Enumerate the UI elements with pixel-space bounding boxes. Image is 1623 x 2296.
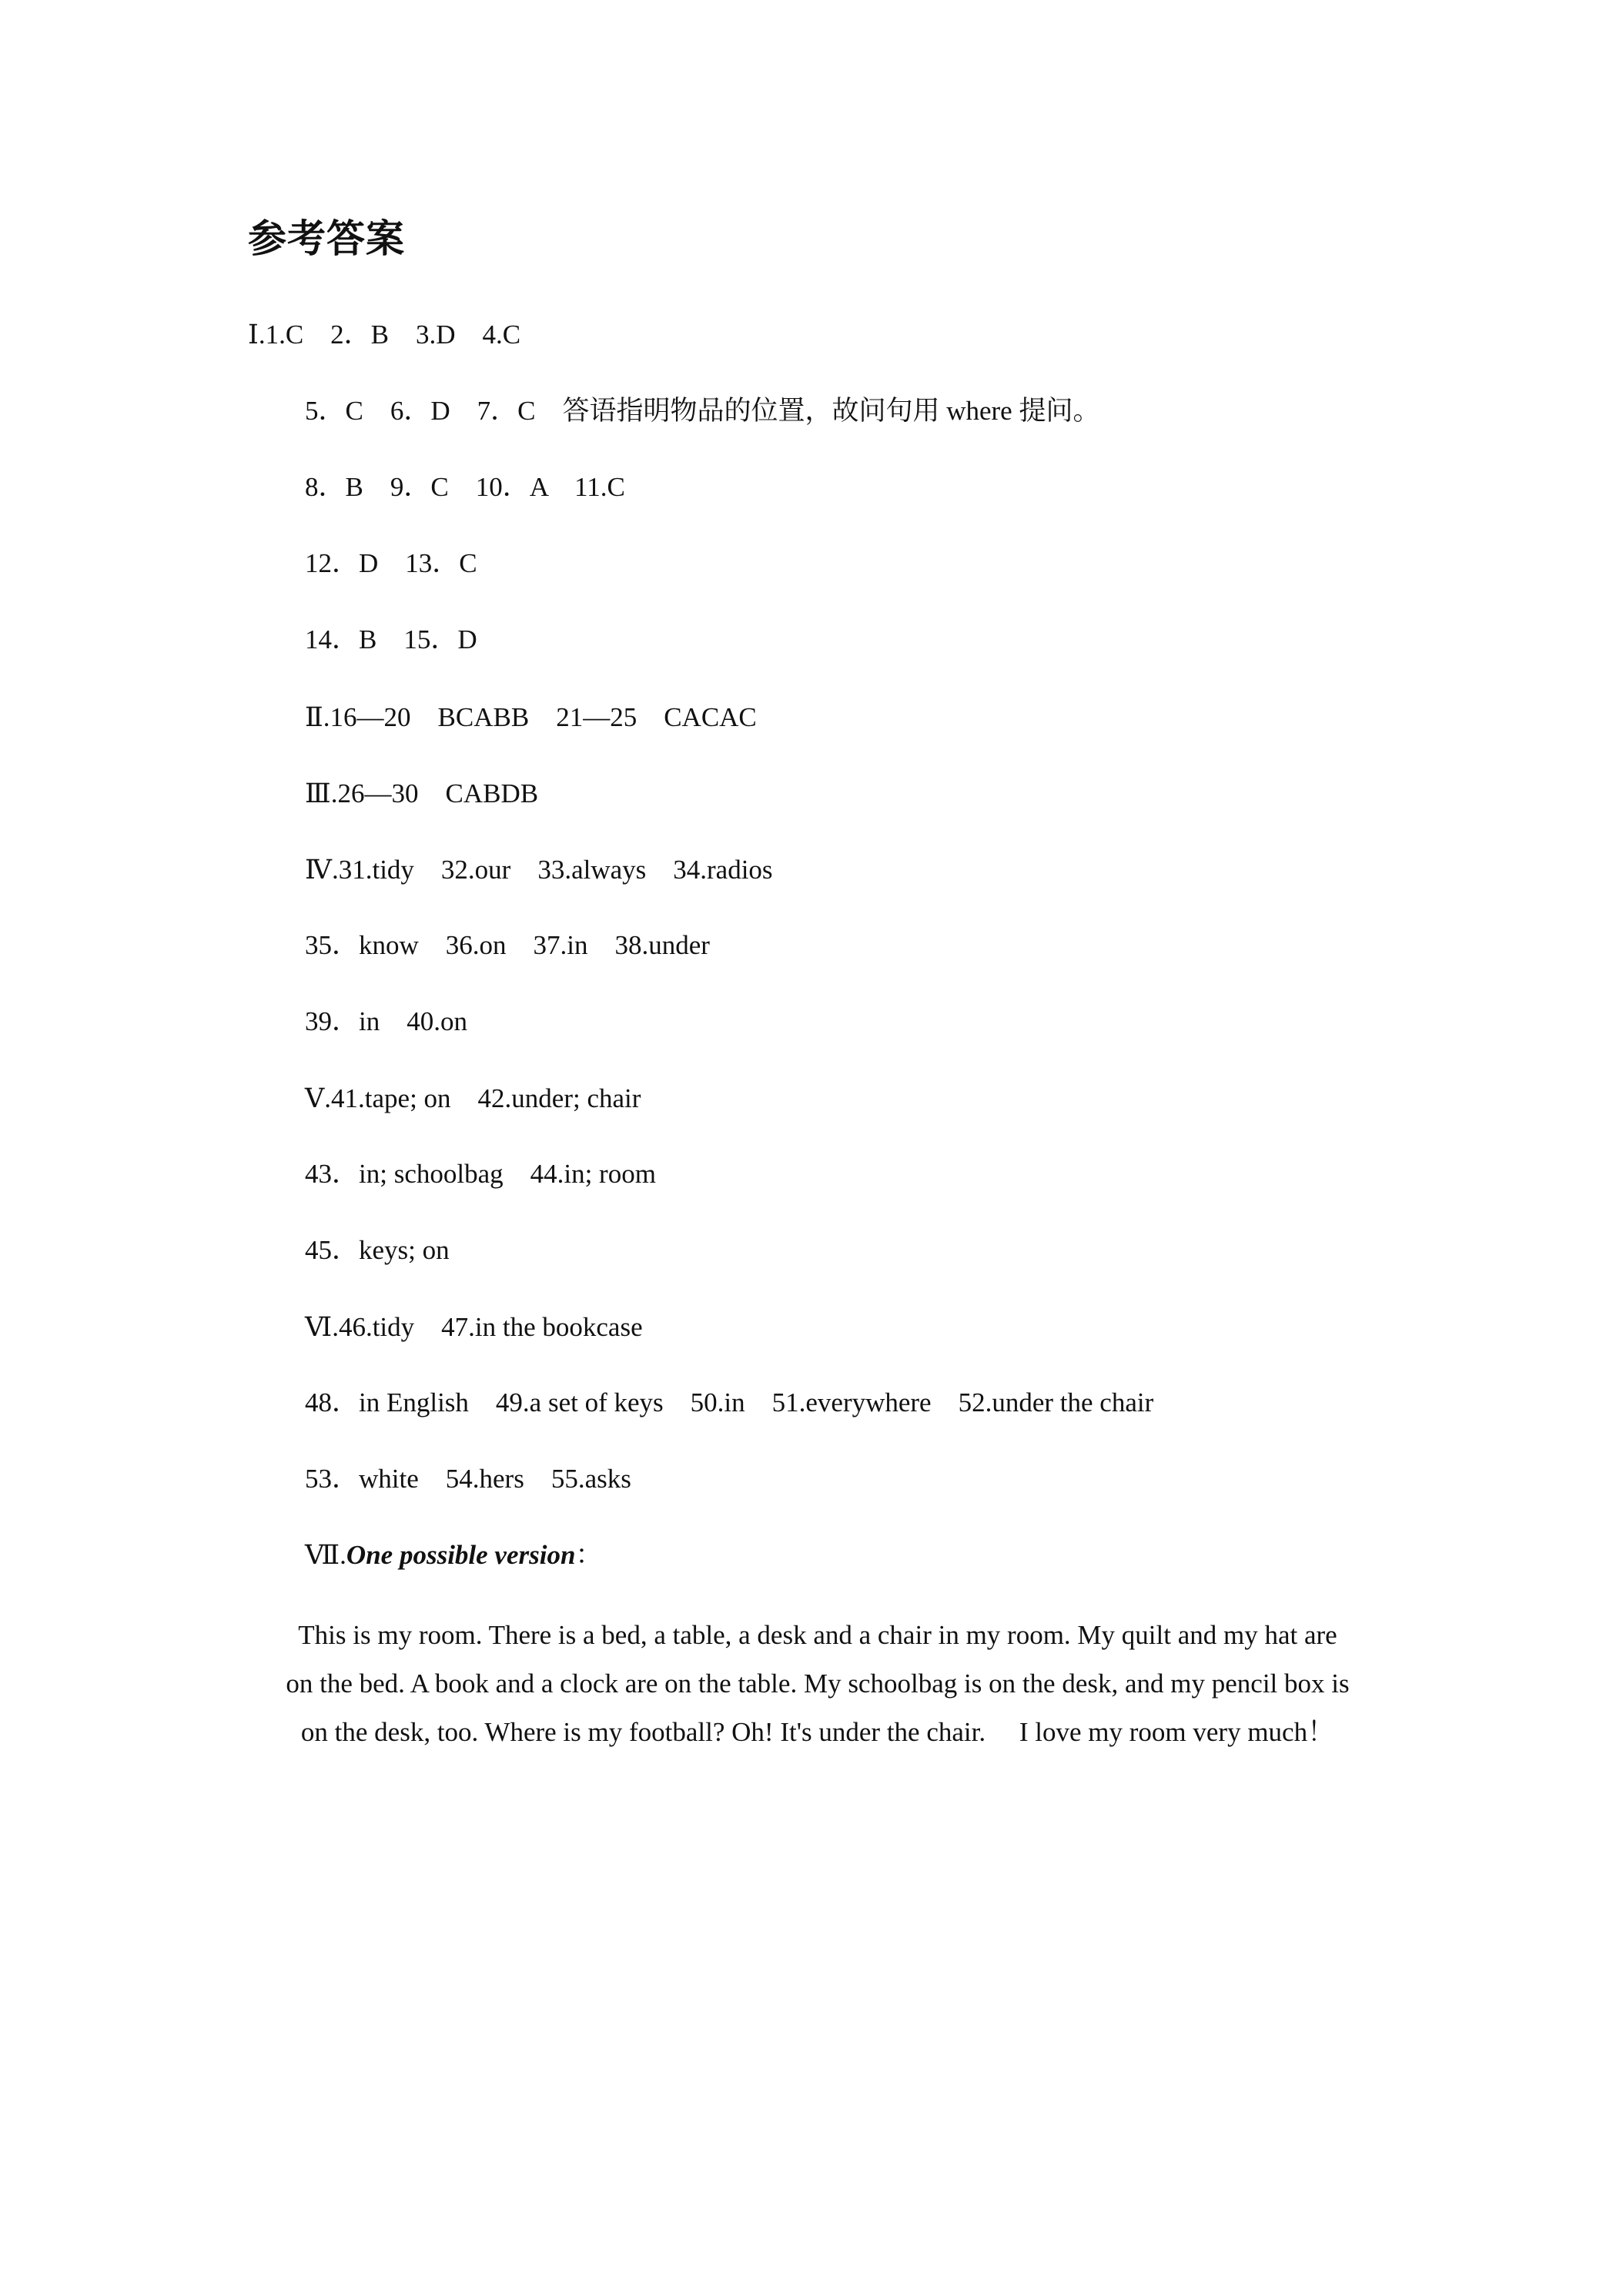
essay-line: on the bed. A book and a clock are on the table. My schoolbag is on the desk, and my pencil box is xyxy=(286,1668,1350,1699)
answer-line-section-6: Ⅵ.46.tidy 47.in the bookcase xyxy=(305,1312,643,1342)
answer-line: 8．B 9．C 10．A 11.C xyxy=(305,472,625,502)
answer-line: 53．white 54.hers 55.asks xyxy=(305,1464,631,1494)
writing-colon: ： xyxy=(575,1540,603,1570)
answer-line: 12．D 13．C xyxy=(305,548,477,578)
essay-line: on the desk, too. Where is my football? Oh! It's under the chair. I love my room very much！ xyxy=(300,1717,1335,1747)
answer-line: 43．in; schoolbag 44.in; room xyxy=(305,1159,656,1189)
answer-line: 5．C 6．D 7．C 答语指明物品的位置，故问句用 where 提问。 xyxy=(305,396,1100,426)
sample-essay xyxy=(248,1611,1387,1756)
answer-line-section-4: Ⅳ.31.tidy 32.our 33.always 34.radios xyxy=(305,855,773,885)
answer-line-section-3: Ⅲ.26—30 CABDB xyxy=(305,778,539,808)
answer-line: 35．know 36.on 37.in 38.under xyxy=(305,930,710,960)
answer-line: 45．keys; on xyxy=(305,1235,450,1265)
answer-line: 14．B 15．D xyxy=(305,624,477,654)
answer-line: 39．in 40.on xyxy=(305,1006,467,1036)
answer-line-section-1: Ⅰ.1.C 2．B 3.D 4.C xyxy=(248,320,521,350)
answer-line-section-5: Ⅴ.41.tape; on 42.under; chair xyxy=(305,1083,641,1113)
answer-line-section-2: Ⅱ.16—20 BCABB 21—25 CACAC xyxy=(305,702,757,732)
writing-prefix: Ⅶ. xyxy=(305,1540,346,1570)
answer-line: 48．in English 49.a set of keys 50.in 51.everywhere 52.under the chair xyxy=(305,1387,1154,1417)
writing-heading xyxy=(305,1538,602,1572)
essay-line: This is my room. There is a bed, a table, a desk and a chair in my room. My quilt and my hat are xyxy=(298,1620,1337,1650)
page-title: 参考答案 xyxy=(248,216,405,261)
writing-label: One possible version xyxy=(346,1540,576,1570)
